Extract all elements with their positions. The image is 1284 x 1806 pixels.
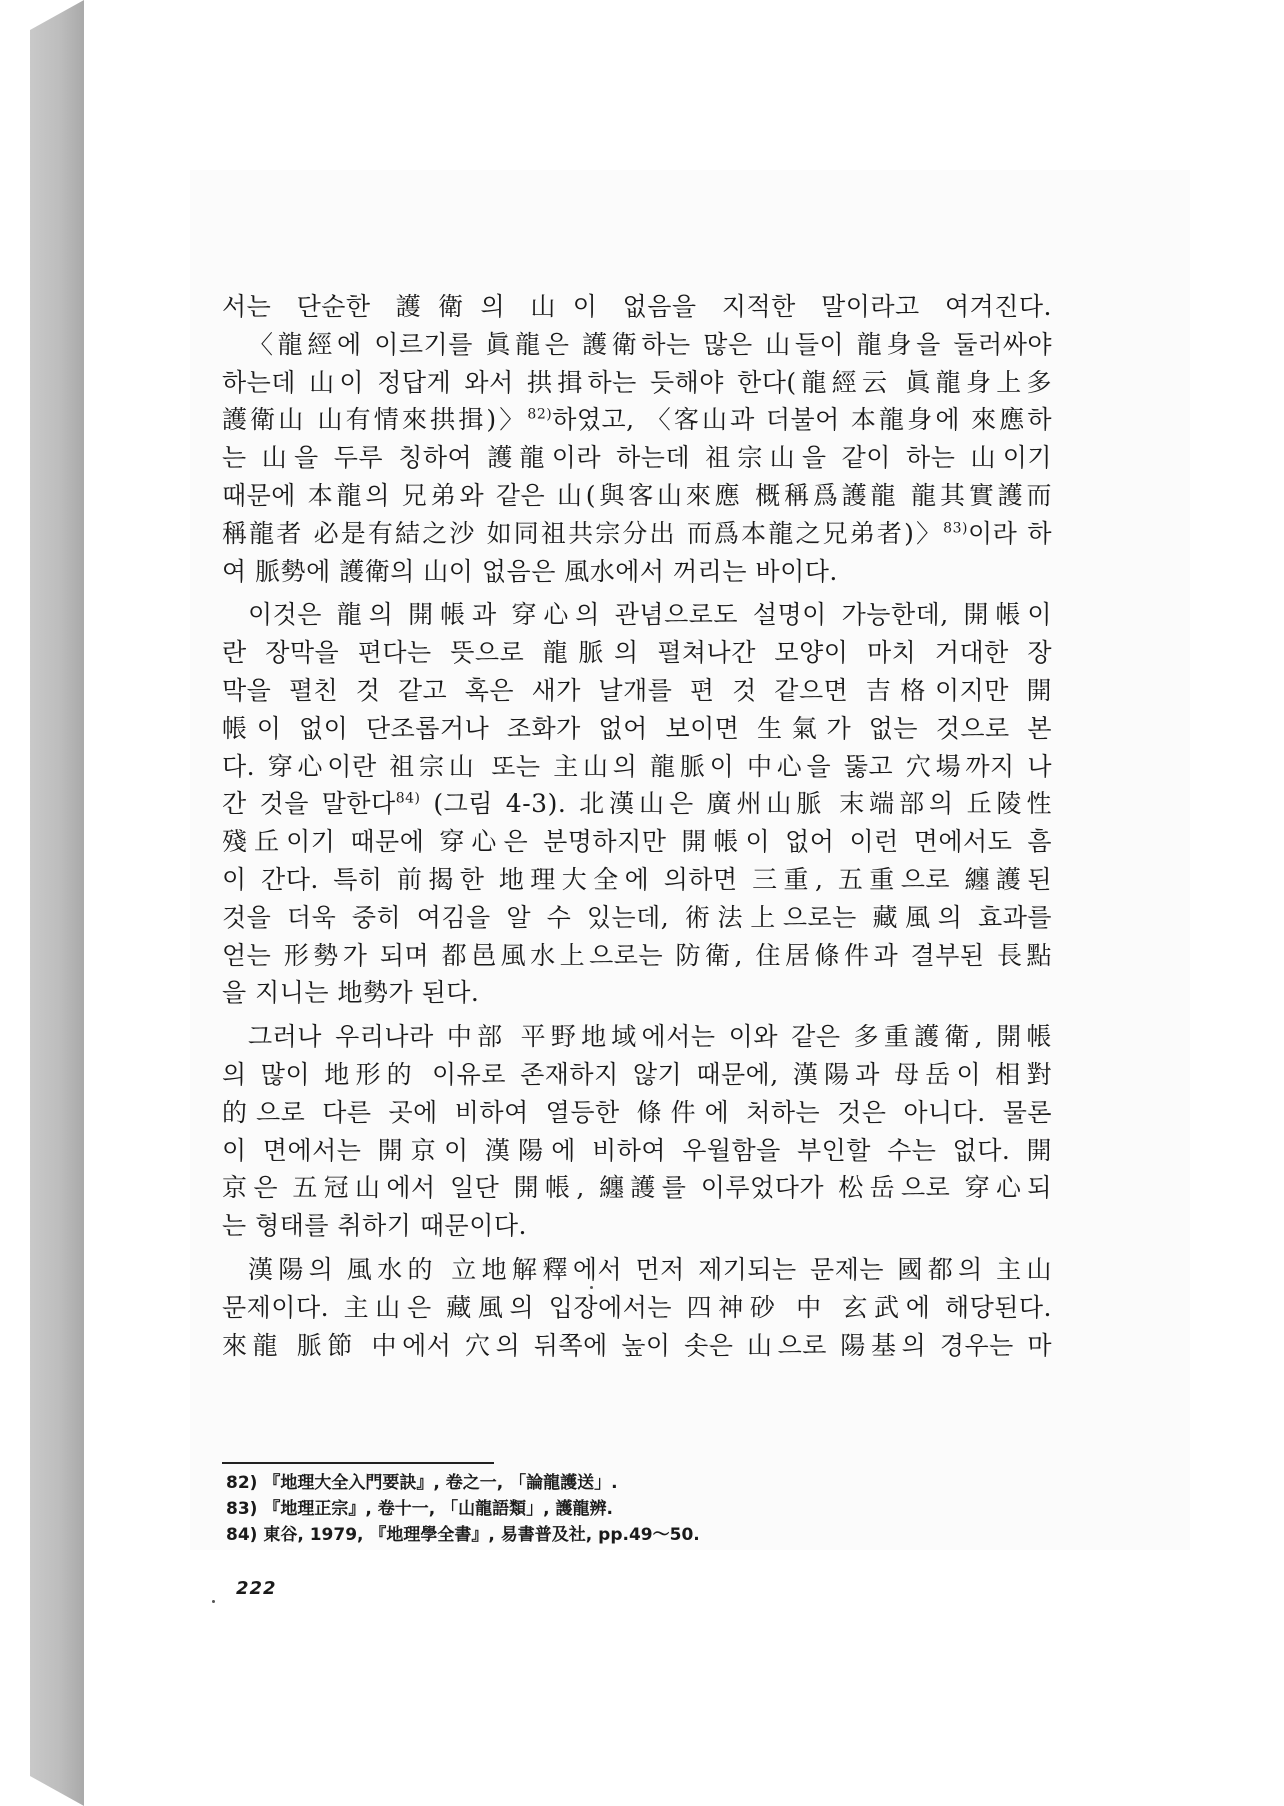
footnote: 84) 東谷, 1979, 『地理學全書』, 易書普及社, pp.49～50.	[226, 1525, 700, 1545]
scan-speck	[212, 1600, 215, 1603]
text-line: 의 많이 地形的 이유로 존재하지 않기 때문에, 漢陽과 母岳이 相對	[222, 1059, 1052, 1089]
text-line: 문제이다. 主山은 藏風의 입장에서는 四神砂 中 玄武에 해당된다.	[222, 1292, 1052, 1322]
text-line: 帳이 없이 단조롭거나 조화가 없어 보이면 生氣가 없는 것으로 본	[222, 713, 1052, 743]
footnote-divider	[222, 1462, 494, 1464]
text-line: 護衛山 山有情來拱揖)〉$^{82)}$하였고, 〈客山과 더불어 本龍身에 來應하	[222, 405, 1052, 435]
text-line: 서는 단순한 護衛의 山이 없음을 지적한 말이라고 여겨진다.	[222, 292, 1052, 321]
text-line: 여 脈勢에 護衛의 山이 없음은 風水에서 꺼리는 바이다.	[222, 556, 838, 586]
text-line: 때문에 本龍의 兄弟와 같은 山(與客山來應 概稱爲護龍 龍其實護而	[222, 480, 1052, 510]
text-line: 간 것을 말한다$^{84)}$ (그림 4-3). 北漢山은 廣州山脈 末端部의 丘陵性	[222, 789, 1052, 819]
text-line: 이것은 龍의 開帳과 穿心의 관념으로도 설명이 가능한데, 開帳이	[248, 600, 1052, 630]
text-line: 殘丘이기 때문에 穿心은 분명하지만 開帳이 없어 이런 면에서도 흠	[222, 827, 1052, 857]
page-number: 222	[236, 1578, 277, 1599]
text-line: 하는데 山이 정답게 와서 拱揖하는 듯해야 한다(龍經云 眞龍身上多	[222, 367, 1052, 397]
footnote-ref: 82)	[527, 407, 553, 424]
text-line: 稱龍者 必是有結之沙 如同祖共宗分出 而爲本龍之兄弟者)〉$^{83)}$이라 하	[222, 518, 1052, 548]
text-line: 來龍 脈節 中에서 穴의 뒤쪽에 높이 솟은 山으로 陽基의 경우는 마	[222, 1330, 1052, 1360]
text-line: 란 장막을 편다는 뜻으로 龍脈의 펼쳐나간 모양이 마치 거대한 장	[222, 638, 1052, 668]
text-line: 을 지니는 地勢가 된다.	[222, 978, 480, 1008]
body-text	[222, 288, 1052, 1364]
book-edge	[30, 0, 84, 1806]
text-line: 京은 五冠山에서 일단 開帳, 纏護를 이루었다가 松岳으로 穿心되	[222, 1173, 1052, 1203]
text-line: 얻는 形勢가 되며 都邑風水上으로는 防衛, 住居條件과 결부된 長點	[222, 940, 1052, 970]
text-line: 막을 펼친 것 같고 혹은 새가 날개를 편 것 같으면 吉格이지만 開	[222, 675, 1052, 705]
text-line: 이 면에서는 開京이 漢陽에 비하여 우월함을 부인할 수는 없다. 開	[222, 1135, 1052, 1165]
text-line: 的으로 다른 곳에 비하여 열등한 條件에 처하는 것은 아니다. 물론	[222, 1097, 1052, 1127]
footnote: 83) 『地理正宗』, 卷十一, 「山龍語類」, 護龍辨.	[226, 1499, 613, 1519]
text-line: 것을 더욱 중히 여김을 알 수 있는데, 術法上으로는 藏風의 효과를	[222, 902, 1052, 932]
footnote-ref: 84)	[395, 791, 421, 808]
text-line: 는 山을 두루 칭하여 護龍이라 하는데 祖宗山을 같이 하는 山이기	[222, 443, 1052, 473]
scan-speck	[590, 1286, 593, 1289]
footnotes	[226, 1470, 1046, 1548]
text-line: 이 간다. 특히 前揭한 地理大全에 의하면 三重, 五重으로 纏護된	[222, 864, 1052, 894]
footnote-ref: 83)	[943, 520, 968, 537]
text-line: 는 형태를 취하기 때문이다.	[222, 1211, 527, 1241]
text-line: 〈龍經에 이르기를 眞龍은 護衛하는 많은 山들이 龍身을 둘러싸야	[248, 329, 1052, 359]
text-line: 漢陽의 風水的 立地解釋에서 먼저 제기되는 문제는 國都의 主山	[248, 1254, 1052, 1284]
footnote: 82) 『地理大全入門要訣』, 卷之一, 「論龍護送」.	[226, 1473, 618, 1493]
text-line: 그러나 우리나라 中部 平野地域에서는 이와 같은 多重護衛, 開帳	[248, 1022, 1052, 1052]
text-line: 다. 穿心이란 祖宗山 또는 主山의 龍脈이 中心을 뚫고 穴場까지 나	[222, 751, 1052, 781]
